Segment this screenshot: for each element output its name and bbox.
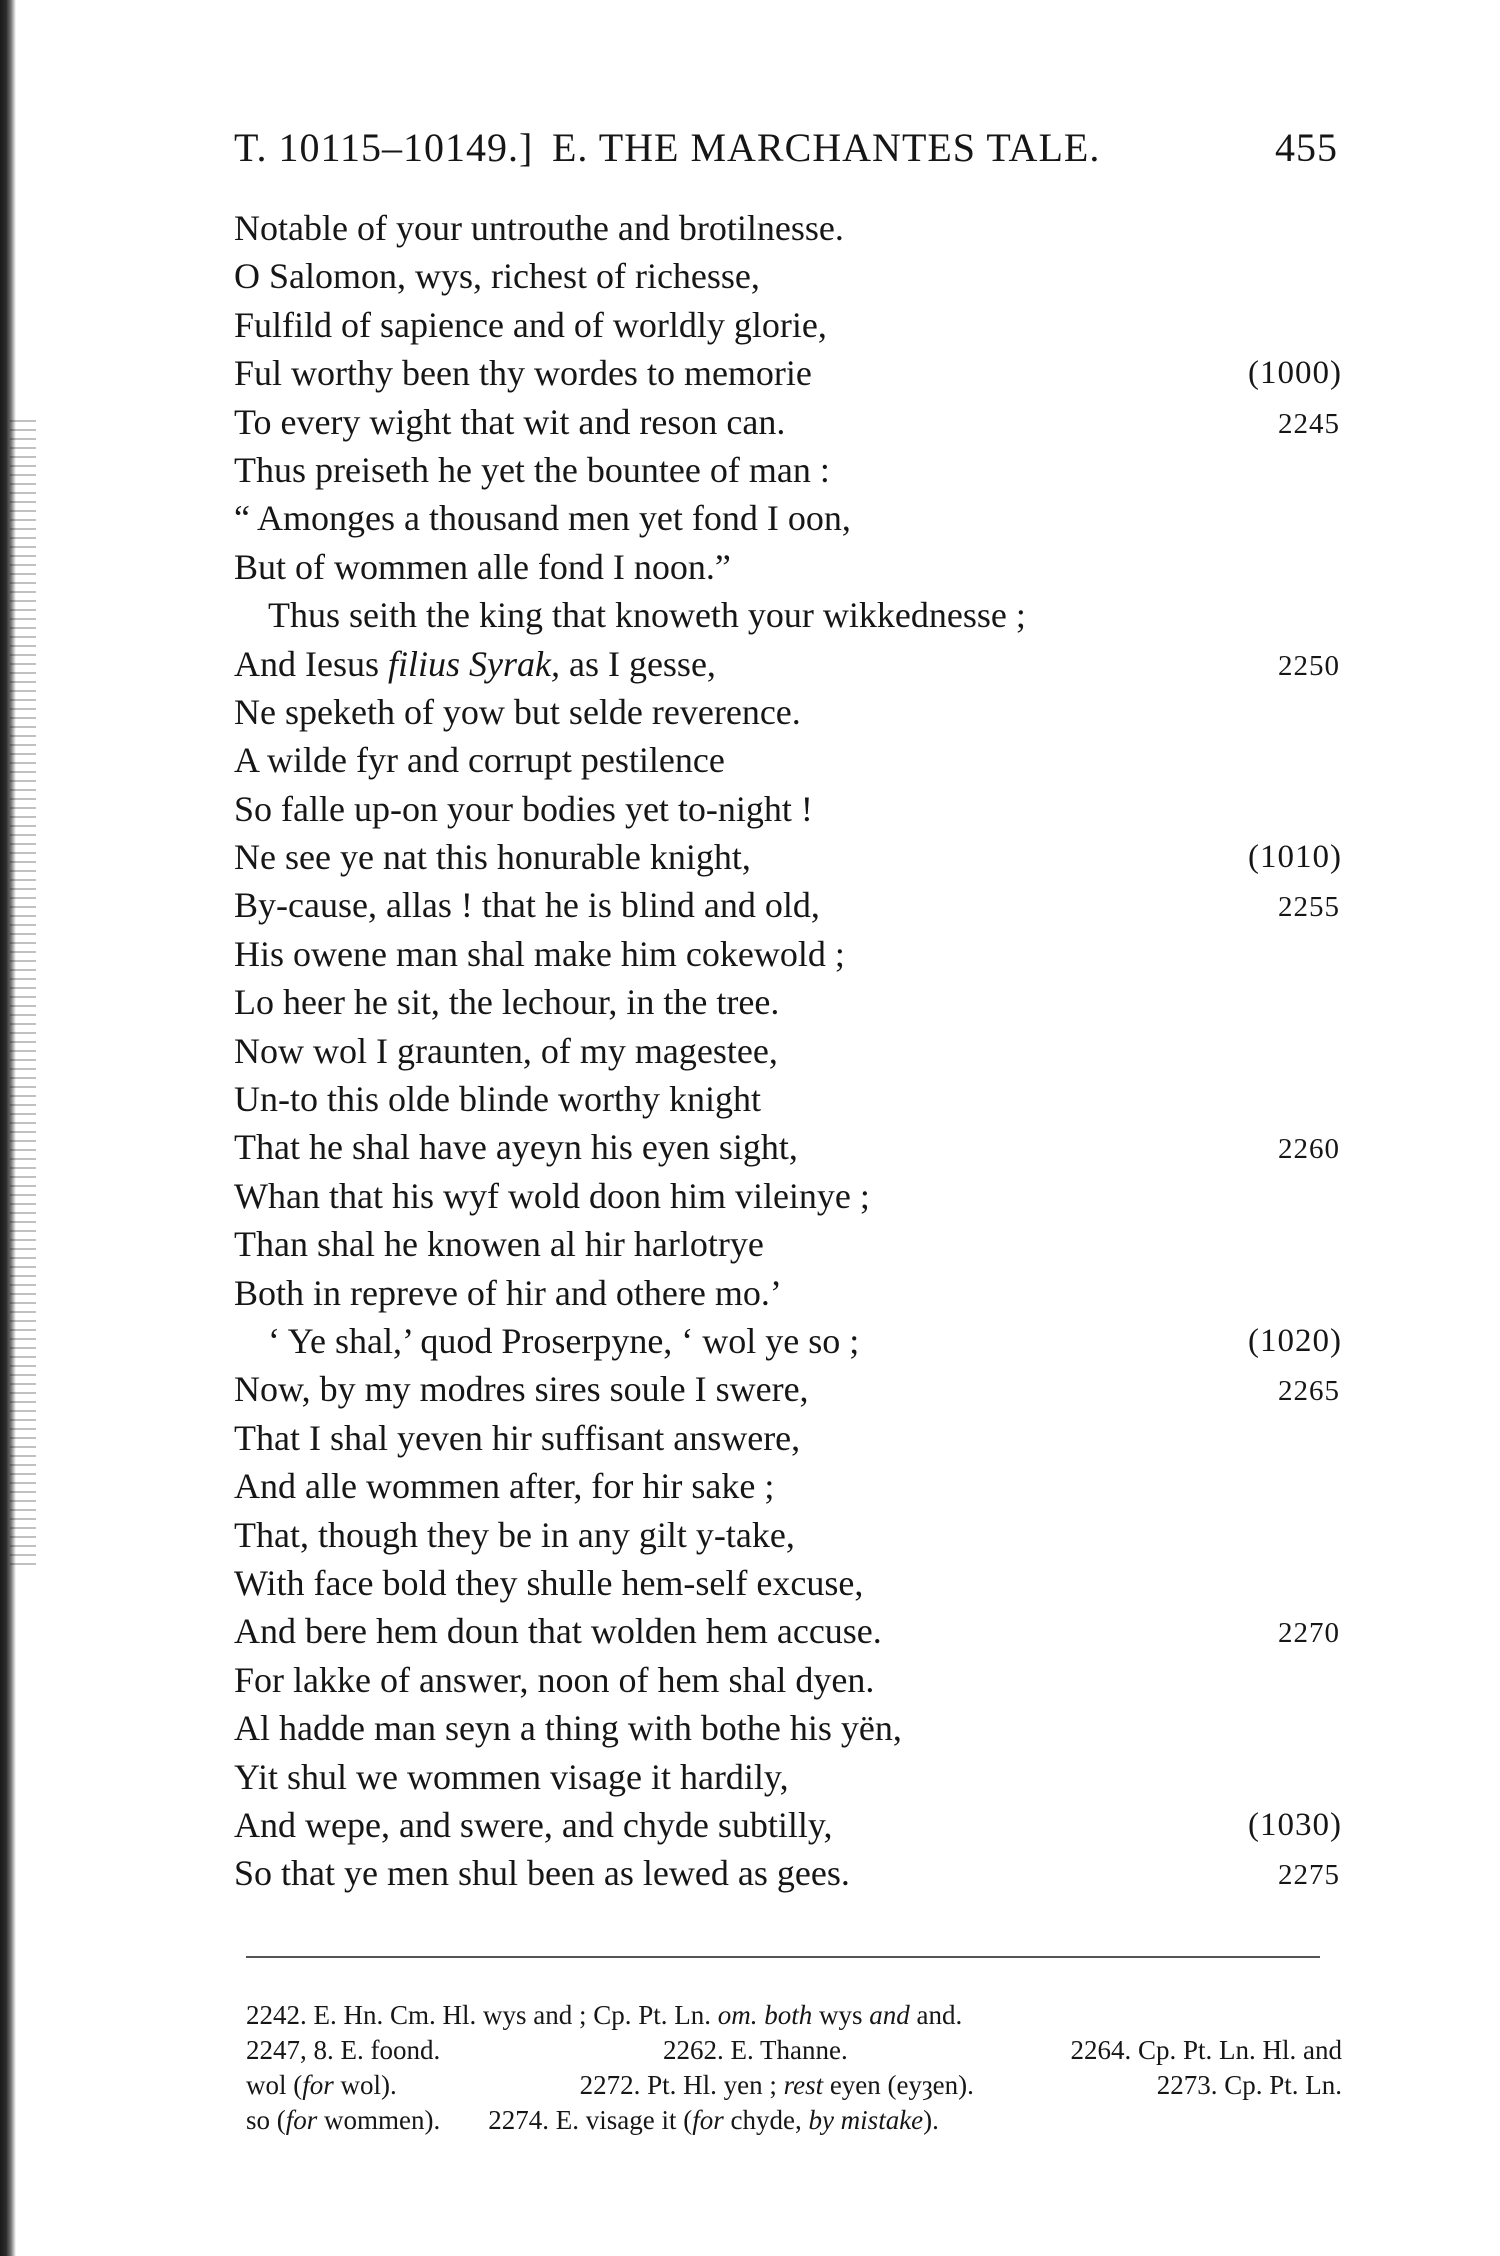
verse-line: Thus seith the king that knoweth your wikkednesse ; [268,595,1026,636]
verse-line: And bere hem doun that wolden hem accuse. 2270 [0,1607,1500,1655]
verse-line: Un-to this olde blinde worthy knight [234,1079,761,1120]
verse-line: Lo heer he sit, the lechour, in the tree. [234,982,780,1023]
line-number: 2275 [1278,1859,1340,1892]
verse-line: ‘ Ye shal,’ quod Proserpyne, ‘ wol ye so ; (1020) [0,1317,1500,1365]
line-number: 2270 [1278,1617,1340,1650]
verse-line: Now, by my modres sires soule I swere, 2265 [0,1365,1500,1413]
verse-line: Thus preiseth he yet the bountee of man : [234,449,830,490]
footnote-line: 2247, 8. E. foond. 2262. E. Thanne. 2264. Cp. Pt. Ln. Hl. and [246,2035,1342,2065]
verse-line: With face bold they shulle hem-self excuse, [234,1562,864,1603]
footnote-line: wol (for wol). 2272. Pt. Hl. yen ; rest eyen (eyȝen). 2273. Cp. Pt. Ln. [246,2070,1342,2100]
verse-line: Ful worthy been thy wordes to memorie (1000) [0,349,1500,397]
footnotes [246,1998,1342,2138]
latin-phrase: filius Syrak, [387,643,560,684]
footnote-line: 2242. E. Hn. Cm. Hl. wys and ; Cp. Pt. Ln. om. both wys and and. [246,2000,963,2030]
footnote-divider [246,1956,1320,1958]
verse-line: Than shal he knowen al hir harlotrye [234,1224,764,1265]
verse-line: That I shal yeven hir suffisant answere, [234,1417,801,1458]
verse-line: But of wommen alle fond I noon.” [234,546,731,587]
verse-line: “ Amonges a thousand men yet fond I oon, [234,498,851,539]
verse-line: Whan that his wyf wold doon him vileinye ; [234,1175,870,1216]
verse-line: A wilde fyr and corrupt pestilence [234,740,725,781]
line-number: 2250 [1278,649,1340,682]
verse-line: And Iesus filius Syrak, as I gesse, 2250 [0,640,1500,688]
verse-line: Now wol I graunten, of my magestee, [234,1030,778,1071]
line-number: (1000) [1248,355,1342,392]
verse-line: By-cause, allas ! that he is blind and old, 2255 [0,881,1500,929]
line-number: 2245 [1278,407,1340,440]
line-number: (1010) [1248,839,1342,876]
verse-line: Ne see ye nat this honurable knight, (1010) [0,833,1500,881]
verse-line: And alle wommen after, for hir sake ; [234,1466,775,1507]
verse-line: Yit shul we wommen visage it hardily, [234,1756,789,1797]
verse-line: That, though they be in any gilt y-take, [234,1514,795,1555]
line-number: 2265 [1278,1375,1340,1408]
line-number: (1030) [1248,1806,1342,1843]
verse-line: So falle up-on your bodies yet to-night ! [234,788,813,829]
verse-line: Ne speketh of yow but selde reverence. [234,691,801,732]
verse-line: Fulfild of sapience and of worldly glorie, [234,304,827,345]
line-reference: T. 10115–10149.] [234,125,534,170]
line-number: (1020) [1248,1322,1342,1359]
running-title: E. THE MARCHANTES TALE. [552,125,1101,170]
verse-line: Notable of your untrouthe and brotilnesse. [234,208,844,248]
verse-line: So that ye men shul been as lewed as gees. 2275 [0,1849,1500,1897]
footnote-line: so (for wommen). 2274. E. visage it (for chyde, by mistake). [246,2105,939,2135]
poem-text [0,204,1500,1898]
verse-line: And wepe, and swere, and chyde subtilly, (1030) [0,1801,1500,1849]
page-number: 455 [1275,125,1338,170]
verse-line: His owene man shal make him cokewold ; [234,933,845,974]
verse-line: That he shal have ayeyn his eyen sight, 2260 [0,1123,1500,1171]
line-number: 2255 [1278,891,1340,924]
line-number: 2260 [1278,1133,1340,1166]
verse-line: Al hadde man seyn a thing with bothe his yën, [234,1708,902,1749]
running-header [234,124,1338,174]
verse-line: Both in repreve of hir and othere mo.’ [234,1272,782,1313]
verse-line: For lakke of answer, noon of hem shal dyen. [234,1659,875,1700]
verse-line: To every wight that wit and reson can. 2245 [0,398,1500,446]
verse-line: O Salomon, wys, richest of richesse, [234,256,760,297]
